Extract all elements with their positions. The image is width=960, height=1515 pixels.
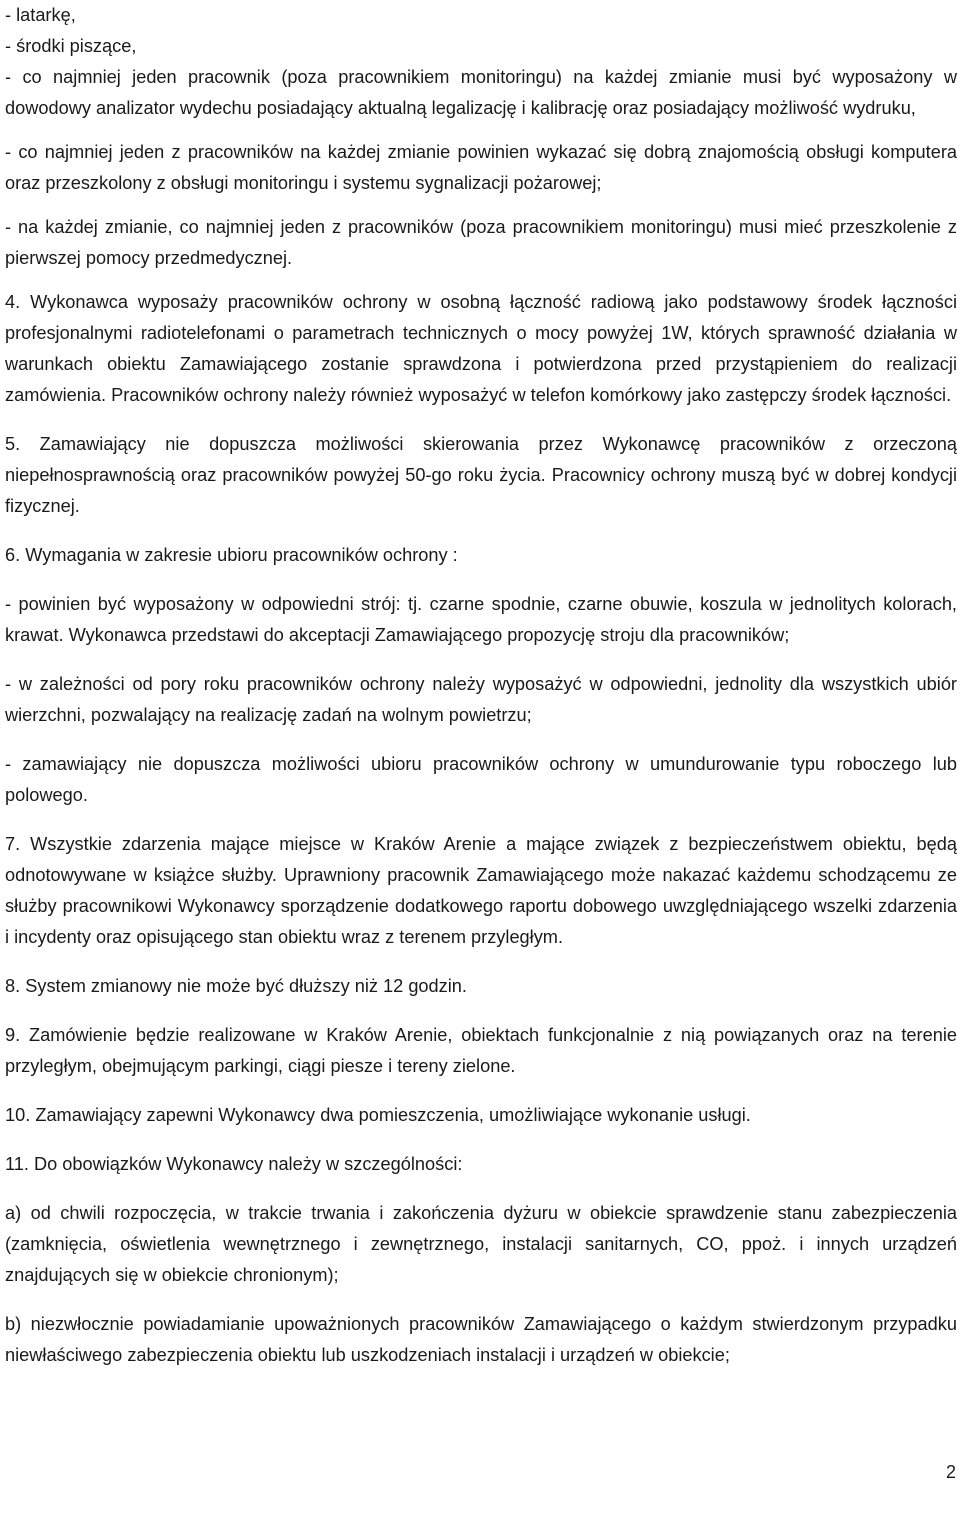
section-9-location: 9. Zamówienie będzie realizowane w Kraków Arenie, obiektach funkcjonalnie z nią powiązanych oraz na terenie przyległym, obejmującym parkingi, ciągi piesze i tereny zielone. [5,1025,957,1076]
section-10-rooms: 10. Zamawiający zapewni Wykonawcy dwa pomieszczenia, umożliwiające wykonanie usługi. [5,1105,751,1125]
section-5-employees: 5. Zamawiający nie dopuszcza możliwości skierowania przez Wykonawcę pracowników z orzeczoną niepełnosprawnością oraz pracowników powyżej 50-go roku życia. Pracownicy ochrony muszą być w dobrej kondycji fizycznej. [5,434,957,516]
section-6-heading: 6. Wymagania w zakresie ubioru pracowników ochrony : [5,545,458,565]
page-number: 2 [945,1462,956,1482]
list-item-a-inspection: a) od chwili rozpoczęcia, w trakcie trwania i zakończenia dyżuru w obiekcie sprawdzenie stanu zabezpieczenia (zamknięcia, oświetlenia wewnętrznego i zewnętrznego, instalacji sanitarnych, CO, ppoż. i innych urządzeń znajdujących się w obiekcie chronionym); [5,1203,957,1285]
section-4-radio: 4. Wykonawca wyposaży pracowników ochrony w osobną łączność radiową jako podstawowy środek łączności profesjonalnymi radiotelefonami o parametrach technicznych o mocy powyżej 1W, których sprawność działania w warunkach obiektu Zamawiającego zostanie sprawdzona i potwierdzona przed przystąpieniem do realizacji zamówienia. Pracowników ochrony należy również wyposażyć w telefon komórkowy jako zastępczy środek łączności. [5,292,957,405]
list-item-breathalyzer: - co najmniej jeden pracownik (poza pracownikiem monitoringu) na każdej zmianie musi być wyposażony w dowodowy analizator wydechu posiadający aktualną legalizację i kalibrację oraz posiadający możliwość wydruku, [5,67,957,118]
list-item-b-notification: b) niezwłocznie powiadamianie upoważnionych pracowników Zamawiającego o każdym stwierdzonym przypadku niewłaściwego zabezpieczenia obiektu lub uszkodzeniach instalacji i urządzeń w obiekcie; [5,1314,957,1365]
list-item-first-aid: - na każdej zmianie, co najmniej jeden z pracowników (poza pracownikiem monitoringu) musi mieć przeszkolenie z pierwszej pomocy przedmedycznej. [5,217,957,268]
list-item-no-workwear: - zamawiający nie dopuszcza możliwości ubioru pracowników ochrony w umundurowanie typu roboczego lub polowego. [5,754,957,805]
list-item-uniform: - powinien być wyposażony w odpowiedni strój: tj. czarne spodnie, czarne obuwie, koszula w jednolitych kolorach, krawat. Wykonawca przedstawi do akceptacji Zamawiającego propozycję stroju dla pracowników; [5,594,957,645]
section-11-heading: 11. Do obowiązków Wykonawcy należy w szczególności: [5,1154,463,1174]
document-page [5,0,957,1371]
list-item-outerwear: - w zależności od pory roku pracowników ochrony należy wyposażyć w odpowiedni, jednolity dla wszystkich ubiór wierzchni, pozwalający na realizację zadań na wolnym powietrzu; [5,674,957,725]
list-item-writing-tools: - środki piszące, [5,36,137,56]
list-item-flashlight: - latarkę, [5,5,76,25]
section-8-shifts: 8. System zmianowy nie może być dłuższy niż 12 godzin. [5,976,467,996]
section-7-incidents: 7. Wszystkie zdarzenia mające miejsce w Kraków Arenie a mające związek z bezpieczeństwem obiektu, będą odnotowywane w książce służby. Uprawniony pracownik Zamawiającego może nakazać każdemu schodzącemu ze służby pracownikowi Wykonawcy sporządzenie dodatkowego raportu dobowego uwzględniającego wszelki zdarzenia i incydenty oraz opisującego stan obiektu wraz z terenem przyległym. [5,834,957,947]
list-item-computer-skills: - co najmniej jeden z pracowników na każdej zmianie powinien wykazać się dobrą znajomością obsługi komputera oraz przeszkolony z obsługi monitoringu i systemu sygnalizacji pożarowej; [5,142,957,193]
